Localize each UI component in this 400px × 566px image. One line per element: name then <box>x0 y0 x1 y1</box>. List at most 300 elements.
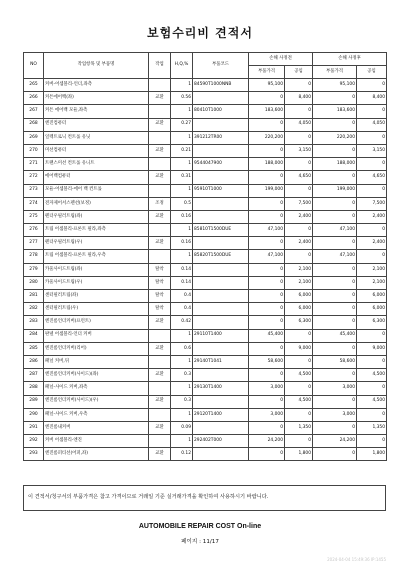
row-no: 265 <box>24 79 44 92</box>
row-hq: 1 <box>171 79 193 92</box>
row-part-code <box>193 263 249 276</box>
table-row <box>24 276 387 289</box>
row-after-labor: 0 <box>357 224 387 237</box>
row-work <box>149 329 171 342</box>
table-row <box>24 184 387 197</box>
row-after-part-price: 3,000 <box>313 382 357 395</box>
row-item-name: 전자제어서스펜션(보정) <box>44 197 149 210</box>
row-before-labor: 0 <box>285 184 313 197</box>
row-after-part-price: 188,000 <box>313 158 357 171</box>
row-work: 탈착 <box>149 290 171 303</box>
row-after-part-price: 47,100 <box>313 224 357 237</box>
row-item-name: 센터필러트림(좌) <box>44 290 149 303</box>
row-before-part-price: 0 <box>249 290 285 303</box>
row-before-labor: 0 <box>285 224 313 237</box>
row-before-part-price: 220,200 <box>249 131 285 144</box>
row-hq: 0.31 <box>171 171 193 184</box>
row-after-part-price: 45,400 <box>313 329 357 342</box>
row-no: 287 <box>24 369 44 382</box>
table-row <box>24 421 387 434</box>
document-title: 보험수리비 견적서 <box>147 26 253 40</box>
row-part-code <box>193 316 249 329</box>
row-item-name: 트림 어셈블리-프론트 필라,우측 <box>44 250 149 263</box>
print-stamp: 2024-04-04 15:49:36 IP:1455 <box>327 557 386 562</box>
table-row <box>24 118 387 131</box>
estimate-table <box>23 52 387 461</box>
row-item-name: 미션컴퓨터 <box>44 144 149 157</box>
row-work <box>149 79 171 92</box>
row-part-code <box>193 290 249 303</box>
row-item-name: 엔진룸언더커버(사이드)(우) <box>44 395 149 408</box>
table-row <box>24 144 387 157</box>
row-no: 270 <box>24 144 44 157</box>
row-work: 교환 <box>149 369 171 382</box>
row-after-part-price: 0 <box>313 171 357 184</box>
row-after-labor: 6,300 <box>357 316 387 329</box>
row-hq: 1 <box>171 105 193 118</box>
row-after-part-price: 199,000 <box>313 184 357 197</box>
row-item-name: 카울사이드트림(우) <box>44 276 149 289</box>
row-hq: 0.56 <box>171 92 193 105</box>
row-item-name: 커버-어셈블리-언더,좌측 <box>44 79 149 92</box>
row-work <box>149 224 171 237</box>
row-no: 285 <box>24 342 44 355</box>
row-before-labor: 1,800 <box>285 448 313 461</box>
row-work <box>149 250 171 263</box>
row-work: 탈착 <box>149 263 171 276</box>
row-item-name: 엔진룸언더커버(리어) <box>44 342 149 355</box>
row-after-labor: 0 <box>357 355 387 368</box>
row-before-part-price: 0 <box>249 395 285 408</box>
row-before-part-price: 0 <box>249 448 285 461</box>
row-item-name: 펜더우필러트림(좌) <box>44 210 149 223</box>
row-after-labor: 0 <box>357 105 387 118</box>
row-after-part-price: 3,000 <box>313 408 357 421</box>
row-hq: 1 <box>171 329 193 342</box>
row-before-labor: 0 <box>285 79 313 92</box>
row-before-labor: 0 <box>285 250 313 263</box>
row-after-part-price: 0 <box>313 395 357 408</box>
row-item-name: 패널-사이드 커버,좌측 <box>44 382 149 395</box>
row-hq: 0.4 <box>171 303 193 316</box>
row-part-code <box>193 171 249 184</box>
row-before-labor: 0 <box>285 355 313 368</box>
row-after-labor: 7,500 <box>357 197 387 210</box>
row-after-part-price: 0 <box>313 263 357 276</box>
row-after-part-price: 0 <box>313 421 357 434</box>
row-item-name: 커튼 에어백 모듈,좌측 <box>44 105 149 118</box>
row-after-labor: 2,400 <box>357 210 387 223</box>
row-after-part-price: 0 <box>313 316 357 329</box>
table-row <box>24 435 387 448</box>
row-after-labor: 0 <box>357 329 387 342</box>
row-part-code <box>193 303 249 316</box>
row-hq: 0.16 <box>171 237 193 250</box>
price-notice: 이 견적서/청구서의 부품가격은 참고 가격이므로 거래일 기준 실거래가격을 확인하여 사용하시기 바랍니다. <box>23 485 386 511</box>
row-work <box>149 131 171 144</box>
row-item-name: 판넬 어셈블리-언더 커버 <box>44 329 149 342</box>
row-part-code <box>193 369 249 382</box>
row-hq: 1 <box>171 435 193 448</box>
table-row <box>24 263 387 276</box>
row-part-code <box>193 237 249 250</box>
row-before-labor: 4,500 <box>285 369 313 382</box>
row-no: 272 <box>24 171 44 184</box>
row-before-labor: 4,050 <box>285 118 313 131</box>
header-before-part-price: 부품가격 <box>249 66 285 79</box>
row-no: 278 <box>24 250 44 263</box>
header-no: NO <box>24 53 44 79</box>
row-part-code: 95910T1000 <box>193 184 249 197</box>
table-row <box>24 316 387 329</box>
table-row <box>24 131 387 144</box>
row-after-labor: 4,500 <box>357 395 387 408</box>
table-row <box>24 224 387 237</box>
row-after-part-price: 24,200 <box>313 435 357 448</box>
row-item-name: 엔진룸언더커버(프런트) <box>44 316 149 329</box>
row-no: 275 <box>24 210 44 223</box>
row-after-labor: 0 <box>357 131 387 144</box>
row-work: 교환 <box>149 342 171 355</box>
row-work <box>149 435 171 448</box>
row-item-name: 에어백컴퓨터 <box>44 171 149 184</box>
header-row-1 <box>24 53 387 66</box>
table-row <box>24 210 387 223</box>
page-number: 페이지 : 11/17 <box>181 539 219 545</box>
row-before-part-price: 0 <box>249 197 285 210</box>
row-after-labor: 0 <box>357 382 387 395</box>
row-after-labor: 4,050 <box>357 118 387 131</box>
table-row <box>24 382 387 395</box>
row-work: 교환 <box>149 237 171 250</box>
row-work: 교환 <box>149 316 171 329</box>
row-item-name: 센터필러트림(우) <box>44 303 149 316</box>
table-row <box>24 197 387 210</box>
row-before-part-price: 0 <box>249 263 285 276</box>
row-before-part-price: 95,100 <box>249 79 285 92</box>
row-after-part-price: 0 <box>313 303 357 316</box>
row-item-name: 패널-사이드 커버,우측 <box>44 408 149 421</box>
row-before-labor: 9,000 <box>285 342 313 355</box>
row-item-name: 일렉트로닉 컨트롤 유닛 <box>44 131 149 144</box>
row-hq: 0.12 <box>171 448 193 461</box>
row-hq: 1 <box>171 131 193 144</box>
row-work <box>149 105 171 118</box>
header-item: 작업항목 및 부품명 <box>44 53 149 79</box>
row-after-labor: 0 <box>357 158 387 171</box>
footer-title: AUTOMOBILE REPAIR COST On-line <box>138 523 262 530</box>
row-before-labor: 7,500 <box>285 197 313 210</box>
row-before-part-price: 0 <box>249 342 285 355</box>
row-before-labor: 2,400 <box>285 210 313 223</box>
row-no: 279 <box>24 263 44 276</box>
row-item-name: 커버 어셈블리-엔진 <box>44 435 149 448</box>
row-work: 탈착 <box>149 276 171 289</box>
row-no: 292 <box>24 435 44 448</box>
row-after-labor: 9,000 <box>357 342 387 355</box>
row-no: 273 <box>24 184 44 197</box>
table-row <box>24 105 387 118</box>
row-no: 271 <box>24 158 44 171</box>
row-before-part-price: 47,100 <box>249 250 285 263</box>
row-part-code: 391212TR00 <box>193 131 249 144</box>
row-work <box>149 408 171 421</box>
row-no: 267 <box>24 105 44 118</box>
row-work: 교환 <box>149 395 171 408</box>
table-row <box>24 303 387 316</box>
row-after-part-price: 0 <box>313 369 357 382</box>
row-before-part-price: 199,000 <box>249 184 285 197</box>
row-before-part-price: 0 <box>249 369 285 382</box>
row-work: 교환 <box>149 92 171 105</box>
row-part-code: 85820T1500DUE <box>193 250 249 263</box>
row-hq: 1 <box>171 382 193 395</box>
row-before-part-price: 0 <box>249 237 285 250</box>
row-hq: 1 <box>171 250 193 263</box>
header-after-labor: 공임 <box>357 66 387 79</box>
header-code: 부품코드 <box>193 53 249 79</box>
row-before-part-price: 0 <box>249 210 285 223</box>
row-before-labor: 2,100 <box>285 276 313 289</box>
table-row <box>24 290 387 303</box>
row-after-labor: 8,400 <box>357 92 387 105</box>
row-after-part-price: 0 <box>313 92 357 105</box>
row-no: 283 <box>24 316 44 329</box>
row-work: 교환 <box>149 210 171 223</box>
row-item-name: 트림 어셈블리-프론트 필라,좌측 <box>44 224 149 237</box>
row-after-part-price: 0 <box>313 448 357 461</box>
row-work: 조정 <box>149 197 171 210</box>
row-after-part-price: 47,100 <box>313 250 357 263</box>
row-before-labor: 0 <box>285 382 313 395</box>
row-item-name: 엔진룸언더커버(사이드)(좌) <box>44 369 149 382</box>
row-before-labor: 0 <box>285 158 313 171</box>
row-part-code: 29130T1400 <box>193 382 249 395</box>
row-work <box>149 184 171 197</box>
row-before-part-price: 3,000 <box>249 408 285 421</box>
row-no: 289 <box>24 395 44 408</box>
row-after-part-price: 0 <box>313 276 357 289</box>
row-before-part-price: 24,200 <box>249 435 285 448</box>
row-part-code <box>193 118 249 131</box>
row-hq: 0.42 <box>171 316 193 329</box>
row-no: 281 <box>24 290 44 303</box>
row-no: 269 <box>24 131 44 144</box>
row-part-code <box>193 421 249 434</box>
row-before-labor: 4,500 <box>285 395 313 408</box>
row-item-name: 엔진룸퍼티션(어퍼,좌) <box>44 448 149 461</box>
row-no: 268 <box>24 118 44 131</box>
row-part-code <box>193 197 249 210</box>
row-hq: 0.4 <box>171 290 193 303</box>
row-part-code: 9544047900 <box>193 158 249 171</box>
row-hq: 1 <box>171 355 193 368</box>
row-after-part-price: 95,100 <box>313 79 357 92</box>
table-row <box>24 408 387 421</box>
row-after-labor: 1,350 <box>357 421 387 434</box>
row-after-part-price: 0 <box>313 118 357 131</box>
row-after-labor: 4,650 <box>357 171 387 184</box>
header-work: 작업 <box>149 53 171 79</box>
row-hq: 0.3 <box>171 395 193 408</box>
row-hq: 0.5 <box>171 197 193 210</box>
row-item-name: 엔진룸내커버 <box>44 421 149 434</box>
row-before-part-price: 0 <box>249 92 285 105</box>
row-work: 교환 <box>149 448 171 461</box>
row-after-labor: 2,400 <box>357 237 387 250</box>
row-after-part-price: 0 <box>313 237 357 250</box>
row-after-labor: 0 <box>357 79 387 92</box>
row-no: 276 <box>24 224 44 237</box>
table-row <box>24 355 387 368</box>
table-row <box>24 79 387 92</box>
row-before-labor: 0 <box>285 408 313 421</box>
row-hq: 1 <box>171 408 193 421</box>
row-before-labor: 8,400 <box>285 92 313 105</box>
table-row <box>24 342 387 355</box>
row-part-code <box>193 395 249 408</box>
table-row <box>24 369 387 382</box>
table-row <box>24 158 387 171</box>
row-no: 290 <box>24 408 44 421</box>
header-before-labor: 공임 <box>285 66 313 79</box>
row-before-part-price: 183,600 <box>249 105 285 118</box>
row-part-code <box>193 92 249 105</box>
row-item-name: 모듈-어셈블리-에어 백 컨트롤 <box>44 184 149 197</box>
table-row <box>24 92 387 105</box>
table-row <box>24 395 387 408</box>
row-no: 282 <box>24 303 44 316</box>
row-before-part-price: 3,000 <box>249 382 285 395</box>
row-work: 교환 <box>149 144 171 157</box>
row-before-labor: 0 <box>285 329 313 342</box>
row-hq: 0.3 <box>171 369 193 382</box>
row-before-labor: 2,400 <box>285 237 313 250</box>
row-item-name: 카울사이드트림(좌) <box>44 263 149 276</box>
row-no: 280 <box>24 276 44 289</box>
row-work: 교환 <box>149 118 171 131</box>
row-before-labor: 6,000 <box>285 290 313 303</box>
row-before-labor: 0 <box>285 105 313 118</box>
row-hq: 0.27 <box>171 118 193 131</box>
table-row <box>24 448 387 461</box>
row-after-labor: 6,000 <box>357 290 387 303</box>
row-no: 293 <box>24 448 44 461</box>
row-after-part-price: 0 <box>313 144 357 157</box>
row-after-labor: 0 <box>357 250 387 263</box>
row-part-code: 84590T1000NNB <box>193 79 249 92</box>
row-after-part-price: 183,600 <box>313 105 357 118</box>
row-before-part-price: 0 <box>249 303 285 316</box>
row-hq: 0.14 <box>171 276 193 289</box>
row-before-labor: 6,000 <box>285 303 313 316</box>
row-before-labor: 4,650 <box>285 171 313 184</box>
row-hq: 0.6 <box>171 342 193 355</box>
row-part-code: 29120T1400 <box>193 408 249 421</box>
row-after-part-price: 0 <box>313 290 357 303</box>
row-before-part-price: 47,100 <box>249 224 285 237</box>
row-before-labor: 0 <box>285 435 313 448</box>
row-after-part-price: 58,600 <box>313 355 357 368</box>
row-item-name: 패널 커버,뒤 <box>44 355 149 368</box>
row-after-part-price: 0 <box>313 342 357 355</box>
row-item-name: 펜더우필러트림(우) <box>44 237 149 250</box>
row-hq: 0.21 <box>171 144 193 157</box>
row-after-part-price: 220,200 <box>313 131 357 144</box>
row-before-labor: 2,100 <box>285 263 313 276</box>
row-after-part-price: 0 <box>313 210 357 223</box>
row-no: 286 <box>24 355 44 368</box>
row-no: 288 <box>24 382 44 395</box>
row-after-labor: 1,800 <box>357 448 387 461</box>
row-part-code: 80410T1000 <box>193 105 249 118</box>
row-hq: 1 <box>171 224 193 237</box>
row-after-labor: 2,100 <box>357 263 387 276</box>
row-before-labor: 6,300 <box>285 316 313 329</box>
row-item-name: 트랜스미션 컨트롤 유니트 <box>44 158 149 171</box>
row-before-part-price: 0 <box>249 144 285 157</box>
row-before-part-price: 0 <box>249 421 285 434</box>
row-item-name: 커튼에어백(좌) <box>44 92 149 105</box>
row-work <box>149 355 171 368</box>
row-part-code <box>193 276 249 289</box>
row-after-labor: 0 <box>357 435 387 448</box>
row-before-labor: 3,150 <box>285 144 313 157</box>
row-work <box>149 382 171 395</box>
table-row <box>24 329 387 342</box>
row-before-part-price: 58,600 <box>249 355 285 368</box>
row-part-code <box>193 210 249 223</box>
row-after-labor: 4,500 <box>357 369 387 382</box>
row-before-part-price: 188,000 <box>249 158 285 171</box>
row-hq: 0.16 <box>171 210 193 223</box>
row-item-name: 엔진컴퓨터 <box>44 118 149 131</box>
row-hq: 0.09 <box>171 421 193 434</box>
row-part-code <box>193 144 249 157</box>
row-work: 교환 <box>149 421 171 434</box>
row-no: 266 <box>24 92 44 105</box>
row-no: 274 <box>24 197 44 210</box>
row-after-part-price: 0 <box>313 197 357 210</box>
row-after-labor: 3,150 <box>357 144 387 157</box>
row-no: 284 <box>24 329 44 342</box>
table-row <box>24 250 387 263</box>
row-before-part-price: 45,400 <box>249 329 285 342</box>
row-before-labor: 0 <box>285 131 313 144</box>
header-after: 손해 사정후 <box>313 53 387 66</box>
row-part-code: 29140T1041 <box>193 355 249 368</box>
row-hq: 1 <box>171 158 193 171</box>
row-hq: 1 <box>171 184 193 197</box>
row-hq: 0.14 <box>171 263 193 276</box>
row-work: 탈착 <box>149 303 171 316</box>
row-work: 교환 <box>149 171 171 184</box>
row-before-part-price: 0 <box>249 276 285 289</box>
row-before-part-price: 0 <box>249 316 285 329</box>
row-no: 277 <box>24 237 44 250</box>
row-after-labor: 0 <box>357 408 387 421</box>
header-before: 손해 사정전 <box>249 53 313 66</box>
header-hqty: H,Q,% <box>171 53 193 79</box>
row-before-labor: 1,350 <box>285 421 313 434</box>
row-part-code: 29110T1400 <box>193 329 249 342</box>
row-work <box>149 158 171 171</box>
header-after-part-price: 부품가격 <box>313 66 357 79</box>
row-after-labor: 2,100 <box>357 276 387 289</box>
row-part-code <box>193 342 249 355</box>
row-before-part-price: 0 <box>249 118 285 131</box>
table-row <box>24 171 387 184</box>
